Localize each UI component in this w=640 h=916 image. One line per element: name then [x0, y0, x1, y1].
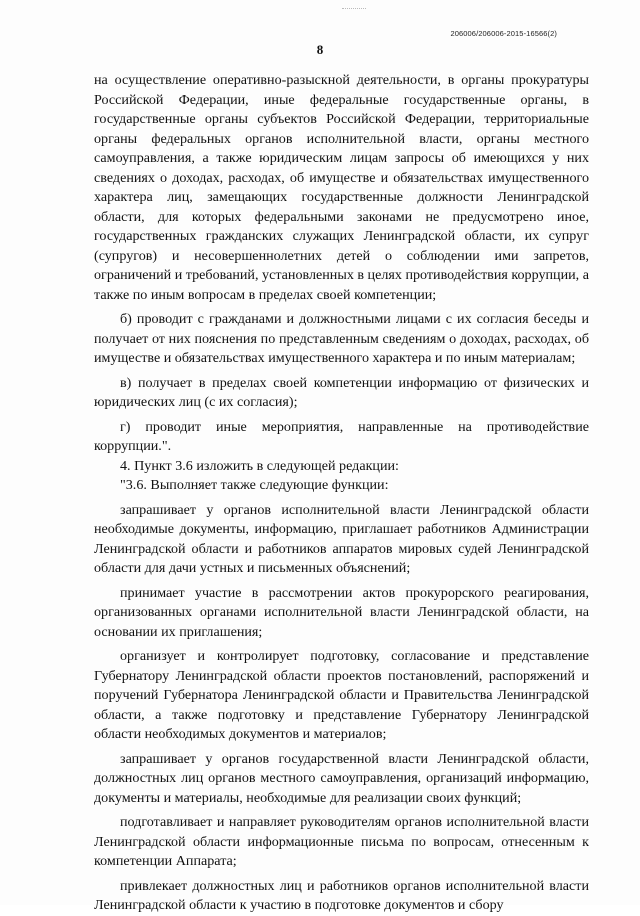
paragraph-function-5: подготавливает и направляет руководителям органов исполнительной власти Ленинградской области информационные письма по вопросам, отнесенным к компетенции Аппарата;	[94, 814, 589, 869]
document-id: 206006/206006-2015-16566(2)	[450, 29, 557, 38]
document-body	[94, 71, 589, 916]
paragraph-continuation: на осуществление оперативно-разыскной деятельности, в органы прокуратуры Российской Федерации, иные федеральные государственные органы, в государственные органы субъектов Российской Федерации, территориальные органы федеральных органов исполнительной власти, органы местного самоуправления, а также юридическим лицам запросы об имеющихся у них сведениях о доходах, расходах, об имуществе и обязательствах имущественного характера лиц, замещающих государственные должности Ленинградской области, для которых федеральными законами не предусмотрено иное, государственных гражданских служащих Ленинградской области, их супруг (супругов) и несовершеннолетних детей о соблюдении ими запретов, ограничений и требований, установленных в целях противодействия коррупции, а также по иным вопросам в пределах своей компетенции;	[94, 72, 589, 303]
paragraph-function-6: привлекает должностных лиц и работников органов исполнительной власти Ленинградской области к участию в подготовке документов и сбору	[94, 877, 589, 913]
paragraph-function-1: запрашивает у органов исполнительной власти Ленинградской области необходимые документы, информацию, приглашает работников Администрации Ленинградской области и работников аппаратов мировых судей Ленинградской области для дачи устных и письменных объяснений;	[94, 501, 589, 576]
paragraph-function-3: организует и контролирует подготовку, согласование и представление Губернатору Ленинградской области проектов постановлений, распоряжений и поручений Губернатора Ленинградской области и Правительства Ленинградской области, а также подготовку и представление Губернатору Ленинградской области необходимых документов и материалов;	[94, 648, 589, 742]
paragraph-function-2: принимает участие в рассмотрении актов прокурорского реагирования, организованных органами исполнительной власти Ленинградской области, на основании их приглашения;	[94, 584, 589, 640]
paragraph-item-v: в) получает в пределах своей компетенции информацию от физических и юридических лиц (с их согласия);	[94, 374, 589, 410]
paragraph-item-b: б) проводит с гражданами и должностными лицами с их согласия беседы и получает от них пояснения по представленным сведениям о доходах, расходах, об имуществе и обязательствах имущественного характера и по иным материалам;	[94, 311, 589, 366]
paragraph-clause-3-6: "3.6. Выполняет также следующие функции:	[120, 477, 389, 493]
paragraph-point-4: 4. Пункт 3.6 изложить в следующей редакции:	[120, 457, 399, 474]
paragraph-function-4: запрашивает у органов государственной власти Ленинградской области, должностных лиц органов местного самоуправления, организаций информацию, документы и материалы, необходимые для реализации своих функций;	[94, 750, 589, 806]
page-number: 8	[316, 42, 324, 57]
scan-speckle	[342, 8, 366, 12]
paragraph-item-g: г) проводит иные мероприятия, направленные на противодействие коррупции.".	[94, 418, 589, 454]
